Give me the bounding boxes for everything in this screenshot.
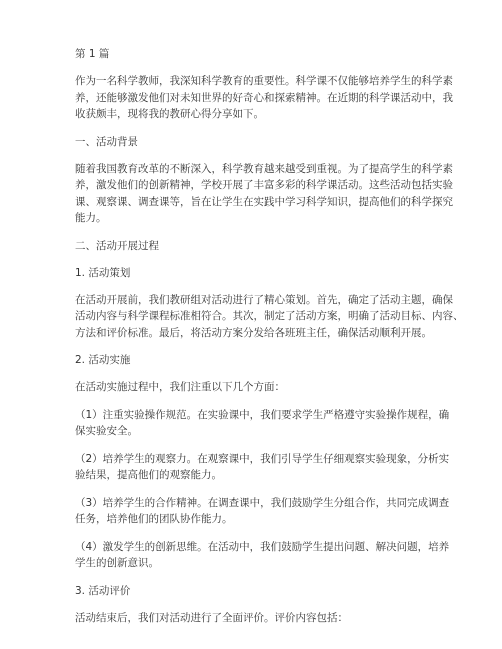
point-3 — [75, 495, 450, 528]
point-1 — [75, 407, 450, 440]
evaluation-paragraph — [75, 610, 435, 627]
section-heading-process: 二、活动开展过程 — [75, 239, 159, 252]
text-line: 验结果，提高他们的观察能力。 — [75, 469, 222, 481]
text-line: （4）激发学生的创新思维。在活动中，我们鼓励学生提出问题、解决问题，培养 — [75, 540, 450, 553]
text-line: 方法和评价标准。最后，将活动方案分发给各班班主任，确保活动顺利开展。 — [75, 326, 432, 339]
text-line: 活动内容与科学课程标准相符合。其次，制定了活动方案，明确了活动目标、内容、 — [75, 310, 464, 322]
text-line: （2）培养学生的观察力。在观察课中，我们引导学生仔细观察实验现象，分析实 — [75, 452, 450, 465]
text-line: 任务，培养他们的团队协作能力。 — [75, 513, 233, 525]
section-heading-background: 一、活动背景 — [75, 135, 138, 148]
text-line: 活动结束后，我们对活动进行了全面评价。评价内容包括： — [75, 611, 348, 624]
text-line: 作为一名科学教师，我深知科学教育的重要性。科学课不仅能够培养学生的科学素 — [75, 75, 453, 87]
planning-paragraph — [75, 292, 464, 342]
page-title: 第 1 篇 — [75, 48, 110, 60]
subsection-heading-evaluation: 3. 活动评价 — [75, 584, 131, 597]
text-line: 在活动开展前，我们教研组对活动进行了精心策划。首先，确定了活动主题，确保 — [75, 293, 453, 306]
text-line: 学生的创新意识。 — [75, 557, 159, 569]
document-content — [75, 46, 464, 637]
point-2 — [75, 451, 450, 484]
text-line: （3）培养学生的合作精神。在调查课中，我们鼓励学生分组合作，共同完成调查 — [75, 496, 450, 509]
point-4 — [75, 539, 450, 572]
intro-paragraph — [75, 73, 453, 123]
text-line: （1）注重实验操作规范。在实验课中，我们要求学生严格遵守实验操作规程，确 — [75, 408, 450, 421]
text-line: 养，激发他们的创新精神，学校开展了丰富多彩的科学课活动。这些活动包括实验 — [75, 179, 453, 191]
text-line: 在活动实施过程中，我们注重以下几个方面： — [75, 381, 285, 393]
implementation-intro — [75, 379, 435, 396]
text-line: 养，还能够激发他们对未知世界的好奇心和探索精神。在近期的科学课活动中，我 — [75, 91, 453, 104]
text-line: 课、观察课、调查课等，旨在让学生在实践中学习科学知识，提高他们的科学探究 — [75, 195, 453, 208]
text-line: 收获颇丰，现将我的教研心得分享如下。 — [75, 108, 264, 120]
text-line: 能力。 — [75, 212, 107, 224]
text-line: 保实验安全。 — [75, 425, 138, 437]
background-paragraph — [75, 161, 453, 227]
text-line: 随着我国教育改革的不断深入，科学教育越来越受到重视。为了提高学生的科学素 — [75, 162, 453, 175]
subsection-heading-implementation: 2. 活动实施 — [75, 354, 131, 366]
subsection-heading-planning: 1. 活动策划 — [75, 266, 131, 279]
